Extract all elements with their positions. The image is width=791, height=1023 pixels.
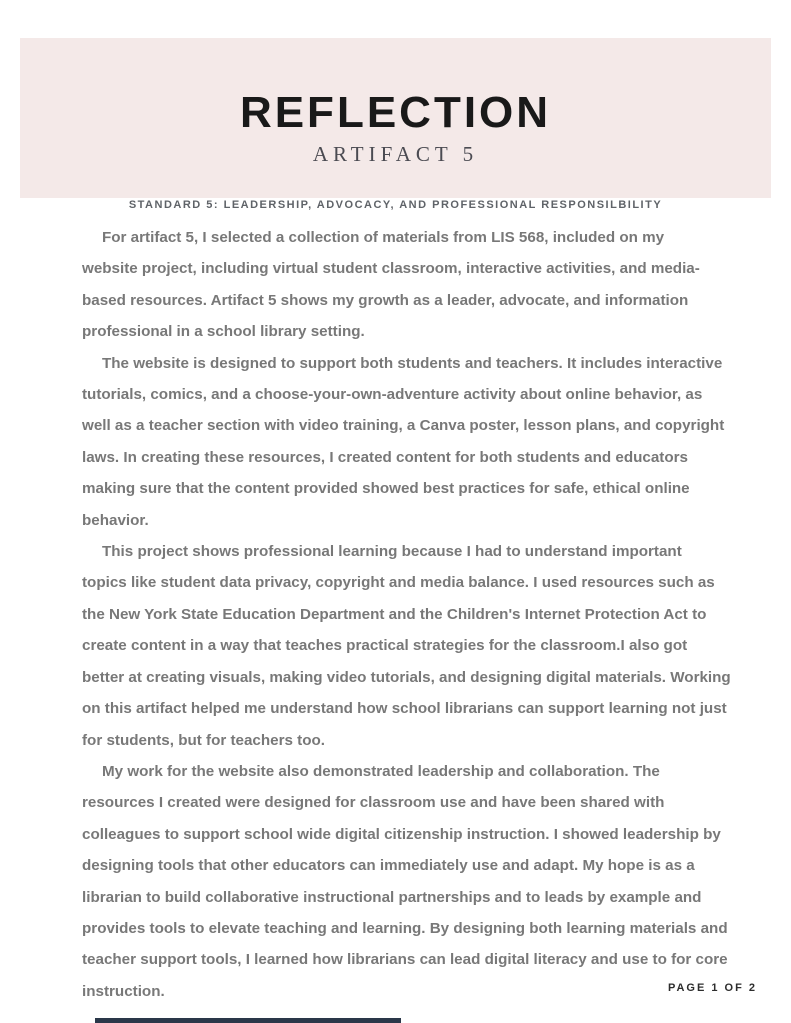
- text-line: the New York State Education Department and the Children's Internet Protection Act to: [82, 605, 707, 623]
- text-line: For artifact 5, I selected a collection of materials from LIS 568, included on my: [102, 229, 665, 246]
- text-line: instruction.: [82, 982, 165, 1000]
- paragraph: [82, 536, 731, 756]
- standard-heading: STANDARD 5: LEADERSHIP, ADVOCACY, AND PROFESSIONAL RESPONSILBILITY: [128, 199, 663, 211]
- text-line: based resources. Artifact 5 shows my growth as a leader, advocate, and information: [82, 291, 689, 309]
- text-line: My work for the website also demonstrated leadership and collaboration. The: [102, 762, 660, 780]
- text-line: for students, but for teachers too.: [82, 731, 326, 749]
- header-banner: [20, 38, 771, 198]
- text-line: create content in a way that teaches practical strategies for the classroom.I also got: [82, 637, 688, 655]
- text-line: The website is designed to support both students and teachers. It includes interactive: [102, 354, 723, 372]
- page-subtitle: ARTIFACT 5: [312, 142, 479, 166]
- document-body: [82, 222, 731, 1007]
- paragraph: [82, 348, 725, 536]
- paragraph: [82, 222, 722, 348]
- page-number-label: PAGE 1 OF 2: [667, 982, 757, 994]
- text-line: professional in a school library setting.: [82, 323, 365, 341]
- page-title: REFLECTION: [239, 88, 552, 137]
- text-line: making sure that the content provided showed best practices for safe, ethical online: [82, 480, 690, 498]
- text-line: designing tools that other educators can immediately use and adapt. My hope is as a: [82, 857, 695, 875]
- text-line: This project shows professional learning because I had to understand important: [102, 543, 682, 561]
- text-line: better at creating visuals, making video tutorials, and designing digital materials. Working: [82, 668, 731, 686]
- text-line: provides tools to elevate teaching and learning. By designing both learning materials and: [82, 919, 728, 937]
- text-line: on this artifact helped me understand how school librarians can support learning not just: [82, 700, 727, 718]
- text-line: laws. In creating these resources, I created content for both students and educators: [82, 448, 688, 466]
- text-line: behavior.: [82, 511, 149, 529]
- paragraph: [82, 756, 728, 1007]
- text-line: tutorials, comics, and a choose-your-own-adventure activity about online behavior, as: [82, 386, 703, 404]
- text-line: website project, including virtual student classroom, interactive activities, and media-: [82, 260, 700, 278]
- text-line: well as a teacher section with video training, a Canva poster, lesson plans, and copyright: [82, 417, 725, 435]
- next-page-edge: [95, 1018, 401, 1023]
- text-line: topics like student data privacy, copyright and media balance. I used resources such as: [82, 574, 715, 592]
- text-line: teacher support tools, I learned how librarians can lead digital literacy and use to for core: [82, 951, 728, 969]
- text-line: librarian to build collaborative instructional partnerships and to leads by example and: [82, 888, 702, 906]
- text-line: resources I created were designed for classroom use and have been shared with: [82, 794, 665, 812]
- text-line: colleagues to support school wide digital citizenship instruction. I showed leadership by: [82, 825, 721, 843]
